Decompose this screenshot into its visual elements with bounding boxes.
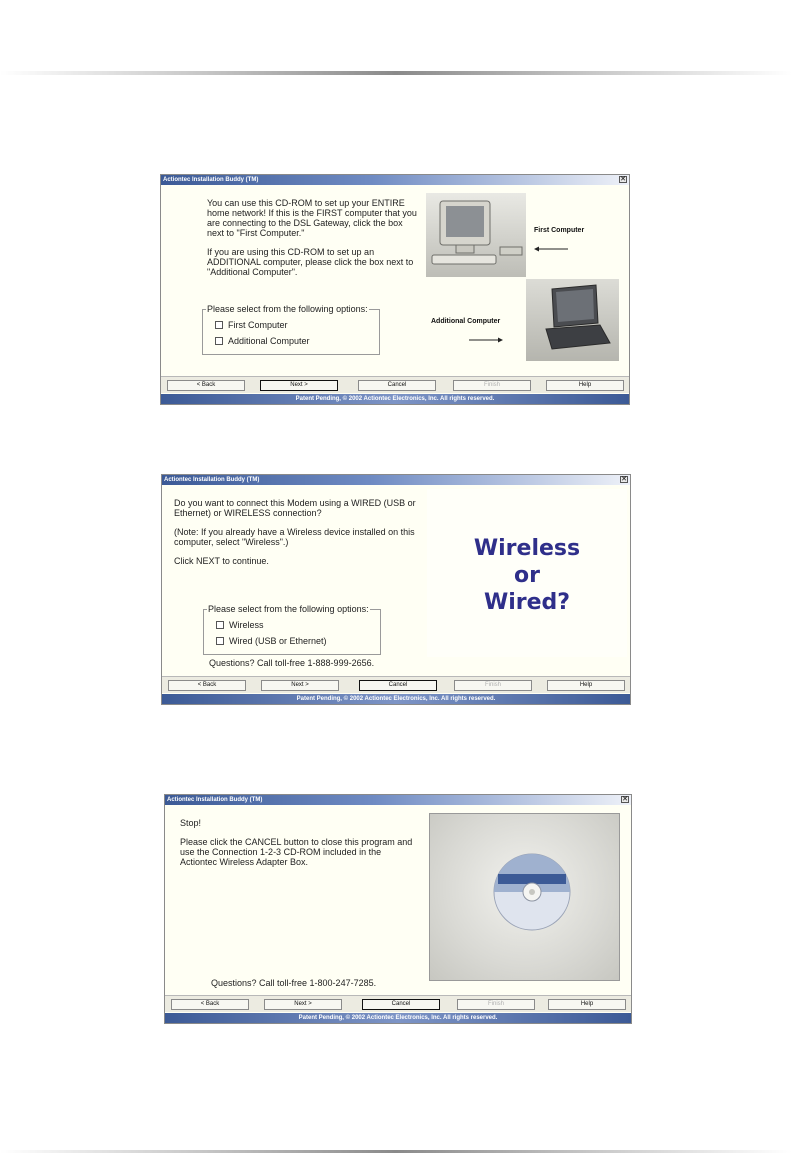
finish-button[interactable]: Finish (453, 380, 531, 391)
big-word: or (514, 563, 540, 588)
title-bar (165, 795, 631, 805)
title-bar (161, 175, 629, 185)
cancel-button[interactable]: Cancel (362, 999, 440, 1010)
dialog-title: Actiontec Installation Buddy (TM) (164, 477, 260, 483)
additional-computer-label: Additional Computer (431, 318, 501, 325)
back-button[interactable]: < Back (168, 680, 246, 691)
left-arrow-icon (534, 239, 568, 257)
header-rule (0, 71, 792, 75)
button-bar (165, 995, 631, 1012)
next-button[interactable]: Next > (264, 999, 342, 1010)
back-button[interactable]: < Back (167, 380, 245, 391)
option-label: First Computer (228, 320, 288, 330)
copyright-footer: Patent Pending, © 2002 Actiontec Electronics, Inc. All rights reserved. (165, 1013, 631, 1023)
title-bar (162, 475, 630, 485)
next-button[interactable]: Next > (260, 380, 338, 391)
dialog-title: Actiontec Installation Buddy (TM) (167, 797, 263, 803)
installer-dialog-connection-type (161, 474, 631, 705)
laptop-computer-image (526, 279, 619, 361)
cancel-button[interactable]: Cancel (358, 380, 436, 391)
checkbox[interactable] (215, 321, 223, 329)
instruction-paragraph: Stop! (180, 818, 202, 828)
instructions (207, 198, 419, 286)
close-icon[interactable]: ✕ (622, 796, 628, 803)
button-bar (161, 376, 629, 393)
options-group (203, 604, 381, 655)
option-additional-computer[interactable] (215, 336, 310, 346)
option-label: Additional Computer (228, 336, 310, 346)
big-word: Wireless (473, 536, 581, 561)
finish-button[interactable]: Finish (454, 680, 532, 691)
back-button[interactable]: < Back (171, 999, 249, 1010)
help-button[interactable]: Help (547, 680, 625, 691)
cd-rom-image (429, 813, 620, 981)
first-computer-label: First Computer (534, 227, 585, 234)
big-word: Wired? (483, 590, 571, 615)
close-icon[interactable]: ✕ (620, 176, 626, 183)
copyright-footer: Patent Pending, © 2002 Actiontec Electronics, Inc. All rights reserved. (162, 694, 630, 704)
instruction-paragraph: If you are using this CD-ROM to set up an ADDITIONAL computer, please click the box next to "Additional Computer". (207, 247, 414, 277)
options-legend: Please select from the following options: (207, 304, 368, 314)
checkbox[interactable] (216, 621, 224, 629)
close-icon[interactable]: ✕ (621, 476, 627, 483)
option-wireless[interactable] (216, 620, 264, 630)
instruction-paragraph: Please click the CANCEL button to close this program and use the Connection 1-2-3 CD-ROM included in the Actiontec Wireless Adapter Box. (180, 837, 413, 867)
options-legend: Please select from the following options: (208, 604, 369, 614)
installer-dialog-stop (164, 794, 632, 1024)
support-phone-text: Questions? Call toll-free 1-888-999-2656. (209, 658, 375, 668)
option-first-computer[interactable] (215, 320, 288, 330)
cancel-button[interactable]: Cancel (359, 680, 437, 691)
support-phone-text: Questions? Call toll-free 1-800-247-7285. (211, 978, 377, 988)
button-bar (162, 676, 630, 693)
finish-button[interactable]: Finish (457, 999, 535, 1010)
instructions (180, 818, 416, 876)
checkbox[interactable] (215, 337, 223, 345)
option-label: Wireless (229, 620, 264, 630)
checkbox[interactable] (216, 637, 224, 645)
instruction-paragraph: Do you want to connect this Modem using a WIRED (USB or Ethernet) or WIRELESS connection? (174, 498, 416, 518)
option-label: Wired (USB or Ethernet) (229, 636, 327, 646)
option-wired[interactable] (216, 636, 327, 646)
installer-dialog-first-computer (160, 174, 630, 405)
next-button[interactable]: Next > (261, 680, 339, 691)
instruction-paragraph: You can use this CD-ROM to set up your ENTIRE home network! If this is the FIRST computer that you are connecting to the DSL Gateway, click the box next to "First Computer." (207, 198, 417, 238)
instructions (174, 498, 426, 575)
footer-rule (0, 1150, 792, 1153)
copyright-footer: Patent Pending, © 2002 Actiontec Electronics, Inc. All rights reserved. (161, 394, 629, 404)
options-group (202, 304, 380, 355)
instruction-paragraph: (Note: If you already have a Wireless device installed on this computer, select "Wireless".) (174, 527, 415, 547)
desktop-computer-image (426, 193, 526, 277)
instruction-paragraph: Click NEXT to continue. (174, 556, 269, 566)
help-button[interactable]: Help (546, 380, 624, 391)
help-button[interactable]: Help (548, 999, 626, 1010)
right-arrow-icon (469, 330, 503, 348)
dialog-title: Actiontec Installation Buddy (TM) (163, 177, 259, 183)
wireless-or-wired-graphic (427, 489, 627, 657)
